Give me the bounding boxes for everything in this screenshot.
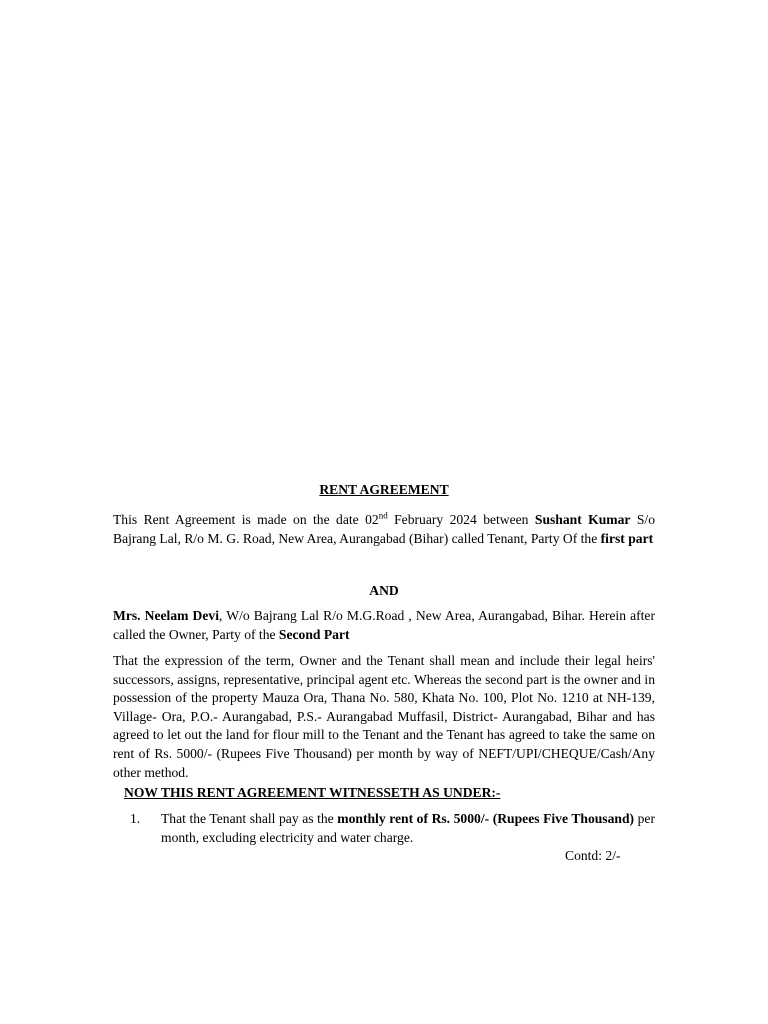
tenant-details: S/o Bajrang Lal, R/o M. G. Road, New Area, Aurangabad (Bihar) called Tenant, Party Of the bbox=[113, 512, 655, 546]
clause-number: 1. bbox=[130, 811, 141, 826]
clause-text-after: per month, excluding electricity and water charge. bbox=[161, 811, 655, 845]
parties-paragraph-tenant bbox=[113, 511, 655, 548]
clause-text-before: That the Tenant shall pay as the bbox=[161, 811, 338, 826]
date-rest-text: February 2024 between bbox=[387, 512, 535, 527]
parties-paragraph-owner bbox=[113, 607, 655, 644]
document-title: RENT AGREEMENT bbox=[319, 482, 449, 497]
tenant-name: Sushant Kumar bbox=[534, 512, 631, 527]
clause-rent-amount: monthly rent of Rs. 5000/- (Rupees Five Thousand) bbox=[337, 811, 635, 826]
first-part-label: first part bbox=[600, 530, 654, 546]
and-separator: AND bbox=[369, 583, 399, 598]
terms-definition-paragraph: That the expression of the term, Owner and the Tenant shall mean and include their legal heirs' successors, assigns, representative, principal agent etc. Whereas the second part is the owner and in possession of the property Mauza Ora, Thana No. 580, Khata No. 100, Plot No. 1210 at NH-139, Village- Ora, P.O.- Aurangabad, P.S.- Aurangabad Muffasil, District- Aurangabad, Bihar and has agreed to let out the land for flour mill to the Tenant and the Tenant has agreed to take the same on rent of Rs. 5000/- (Rupees Five Thousand) per month by way of NEFT/UPI/CHEQUE/Cash/Any other method. bbox=[113, 653, 655, 780]
owner-details: , W/o Bajrang Lal R/o M.G.Road , New Area, Aurangabad, Bihar. Herein after called the Owner, Party of the bbox=[113, 608, 655, 642]
date-text: This Rent Agreement is made on the date 02 bbox=[113, 512, 379, 527]
witnesseth-heading: NOW THIS RENT AGREEMENT WITNESSETH AS UNDER:- bbox=[124, 785, 501, 800]
date-ordinal-suffix: nd bbox=[378, 510, 388, 521]
owner-name: Mrs. Neelam Devi bbox=[113, 608, 219, 623]
continuation-note: Contd: 2/- bbox=[565, 848, 621, 863]
clause-text bbox=[161, 810, 655, 847]
second-part-label: Second Part bbox=[278, 626, 350, 642]
